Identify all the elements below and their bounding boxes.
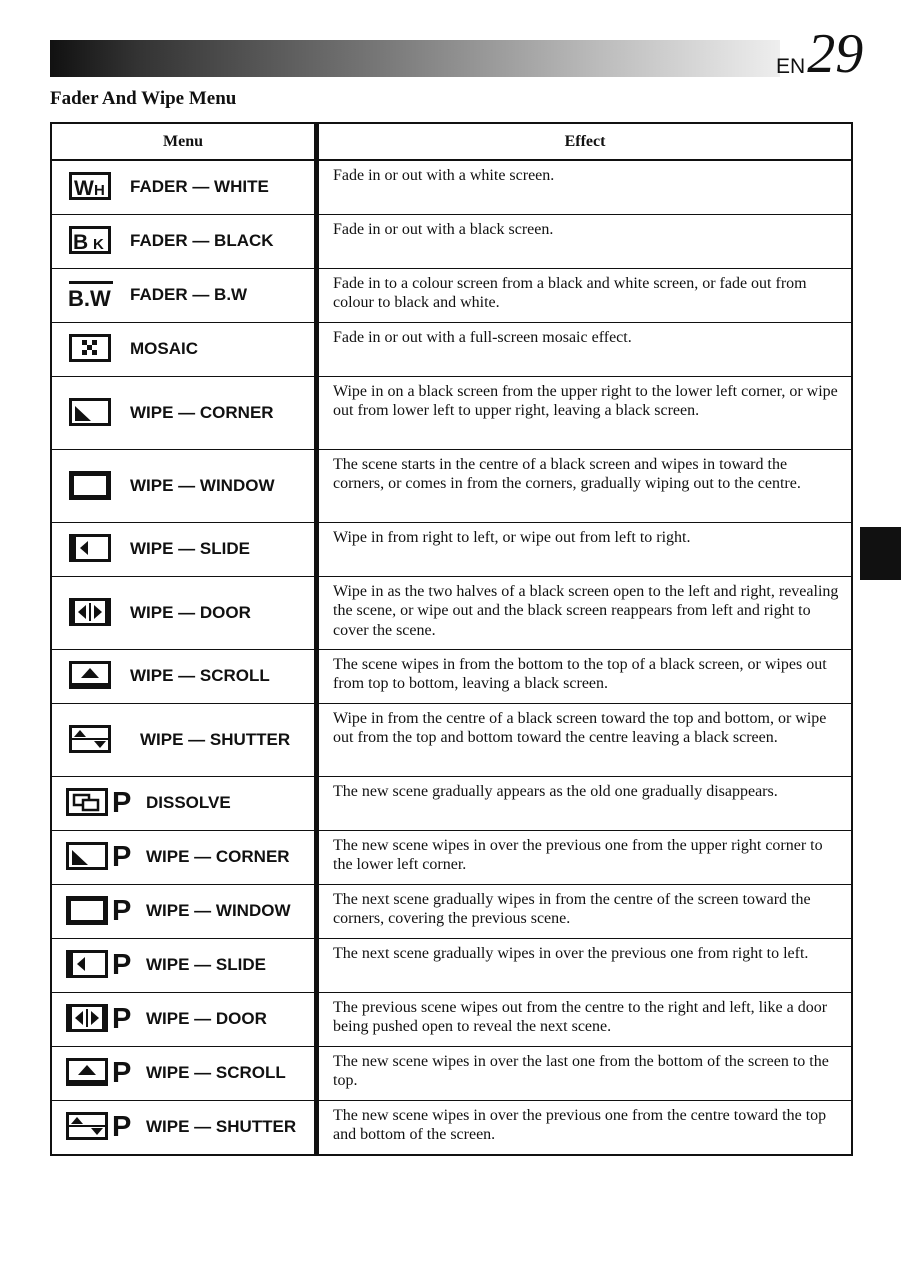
- door-icon: [62, 598, 120, 628]
- effect-description: The new scene wipes in over the previous one from the upper right corner to the lower left corner.: [333, 836, 823, 873]
- p-icon: P: [112, 1057, 132, 1089]
- menu-item: [52, 788, 314, 818]
- effect-cell: [317, 522, 853, 576]
- menu-cell: [51, 214, 317, 268]
- menu-cell: [51, 1046, 317, 1100]
- effect-description: The new scene wipes in over the previous one from the centre toward the top and bottom of the screen.: [333, 1106, 827, 1143]
- menu-item-label: WIPE — SCROLL: [130, 666, 270, 685]
- menu-item-label: WIPE — SCROLL: [146, 1063, 286, 1082]
- effect-cell: [317, 1046, 853, 1100]
- p-icon: P: [112, 787, 132, 819]
- effect-cell: [317, 160, 853, 214]
- menu-item: [52, 1004, 314, 1034]
- menu-item-label: WIPE — WINDOW: [130, 475, 275, 495]
- menu-item: [52, 950, 314, 980]
- menu-item: [52, 842, 314, 872]
- svg-text:K: K: [93, 236, 104, 253]
- table-row: [51, 1046, 852, 1100]
- menu-item-label: MOSAIC: [130, 339, 198, 358]
- table-row: [51, 649, 852, 703]
- scroll-icon: [66, 1058, 146, 1088]
- menu-item: [52, 598, 314, 628]
- menu-item-label: WIPE — WINDOW: [146, 901, 291, 920]
- wh-icon: [62, 172, 120, 202]
- effect-description: Fade in to a colour screen from a black and white screen, or fade out from colour to black and white.: [333, 274, 807, 311]
- window-icon: [66, 896, 146, 926]
- menu-cell: [51, 776, 317, 830]
- effect-description: The previous scene wipes out from the centre to the right and left, like a door being pushed open to reveal the next scene.: [333, 998, 828, 1035]
- effect-description: The next scene gradually wipes in from the centre of the screen toward the corners, covering the previous scene.: [333, 890, 811, 927]
- p-icon: P: [112, 949, 132, 981]
- menu-cell: [51, 449, 317, 522]
- effect-description: Wipe in as the two halves of a black screen open to the left and right, revealing the scene, or wipe out and the black screen reappears from left and right to cover the scene.: [333, 582, 839, 639]
- language-code: EN: [776, 55, 806, 78]
- effect-description: The scene wipes in from the bottom to the top of a black screen, or wipes out from top to bottom, leaving a black screen.: [333, 655, 827, 692]
- effect-cell: [317, 214, 853, 268]
- p-icon: P: [112, 1003, 132, 1035]
- svg-text:H: H: [94, 182, 105, 200]
- menu-cell: [51, 992, 317, 1046]
- menu-item: [52, 1112, 314, 1142]
- menu-cell: [51, 160, 317, 214]
- svg-text:W: W: [74, 177, 94, 201]
- p-icon: P: [112, 841, 132, 873]
- p-icon: P: [112, 1111, 132, 1144]
- effect-description: Wipe in on a black screen from the upper right to the lower left corner, or wipe out from lower left to upper right, leaving a black screen.: [333, 382, 838, 419]
- effect-cell: [317, 884, 853, 938]
- shutter-icon: [62, 725, 120, 755]
- table-row: [51, 992, 852, 1046]
- effect-column-header: Effect: [317, 123, 853, 160]
- mosaic-icon: [62, 334, 120, 364]
- menu-item: [52, 172, 314, 202]
- effect-description: Fade in or out with a full-screen mosaic effect.: [333, 328, 632, 346]
- effect-cell: [317, 992, 853, 1046]
- window-icon: [62, 471, 120, 501]
- effect-cell: [317, 703, 853, 776]
- menu-item-label: DISSOLVE: [146, 793, 231, 812]
- table-header-row: [51, 123, 852, 160]
- effect-cell: [317, 776, 853, 830]
- menu-item-label: WIPE — SLIDE: [146, 955, 266, 974]
- menu-cell: [51, 268, 317, 322]
- dissolve-icon: [66, 788, 146, 818]
- slide-icon: [66, 950, 146, 980]
- menu-item: [52, 471, 314, 501]
- table-row: [51, 268, 852, 322]
- table-row: [51, 214, 852, 268]
- menu-item: [52, 280, 314, 310]
- effect-cell: [317, 268, 853, 322]
- menu-item: [52, 398, 314, 428]
- menu-item-label: WIPE — CORNER: [146, 847, 290, 866]
- table-row: [51, 938, 852, 992]
- slide-icon: [62, 534, 120, 564]
- effect-description: Fade in or out with a black screen.: [333, 220, 554, 238]
- corner-icon: [62, 398, 120, 428]
- menu-cell: [51, 703, 317, 776]
- menu-item-label: WIPE — SHUTTER: [146, 1117, 297, 1137]
- menu-item: [52, 725, 314, 755]
- table-row: [51, 776, 852, 830]
- table-row: [51, 449, 852, 522]
- menu-item-label: FADER — WHITE: [130, 177, 269, 197]
- scroll-icon: [62, 661, 120, 691]
- table-row: [51, 376, 852, 449]
- effect-cell: [317, 830, 853, 884]
- table-row: [51, 830, 852, 884]
- menu-cell: [51, 1100, 317, 1155]
- effect-cell: [317, 322, 853, 376]
- effect-cell: [317, 376, 853, 449]
- corner-icon: [66, 842, 146, 872]
- menu-item: [52, 661, 314, 691]
- menu-cell: [51, 830, 317, 884]
- table-row: [51, 522, 852, 576]
- fader-wipe-table: [50, 122, 853, 1156]
- menu-item: [52, 226, 314, 256]
- menu-item-label: WIPE — DOOR: [130, 602, 251, 622]
- door-icon: [66, 1004, 146, 1034]
- menu-item-label: WIPE — SHUTTER: [140, 729, 291, 749]
- table-row: [51, 160, 852, 214]
- effect-description: The new scene wipes in over the last one from the bottom of the screen to the top.: [333, 1052, 829, 1089]
- menu-item: [52, 1058, 314, 1088]
- menu-item-label: WIPE — CORNER: [130, 402, 274, 422]
- menu-item-label: FADER — BLACK: [130, 231, 274, 250]
- bk-icon: [62, 226, 120, 256]
- effect-description: The scene starts in the centre of a black screen and wipes in toward the corners, or comes in from the corners, gradually wiping out to the centre.: [333, 455, 801, 492]
- effect-description: Fade in or out with a white screen.: [333, 167, 555, 184]
- menu-item: [52, 896, 314, 926]
- table-row: [51, 576, 852, 649]
- effect-description: The new scene gradually appears as the old one gradually disappears.: [333, 782, 778, 800]
- effect-cell: [317, 449, 853, 522]
- menu-column-header: Menu: [51, 123, 317, 160]
- svg-text:B.W: B.W: [68, 286, 111, 310]
- menu-cell: [51, 649, 317, 703]
- table-row: [51, 884, 852, 938]
- table-row: [51, 1100, 852, 1155]
- effect-cell: [317, 576, 853, 649]
- menu-cell: [51, 884, 317, 938]
- p-icon: P: [112, 895, 132, 927]
- menu-cell: [51, 376, 317, 449]
- page-number-value: 29: [807, 23, 864, 85]
- header-gradient-bar: [50, 40, 780, 77]
- menu-item: [52, 334, 314, 364]
- menu-item-label: FADER — B.W: [130, 285, 248, 304]
- effect-cell: [317, 649, 853, 703]
- menu-item: [52, 534, 314, 564]
- table-row: [51, 322, 852, 376]
- menu-cell: [51, 322, 317, 376]
- effect-description: Wipe in from right to left, or wipe out from left to right.: [333, 528, 691, 546]
- chapter-tab: [860, 527, 901, 580]
- section-title: Fader And Wipe Menu: [50, 88, 237, 109]
- menu-cell: [51, 576, 317, 649]
- effect-cell: [317, 938, 853, 992]
- menu-item-label: WIPE — SLIDE: [130, 539, 250, 558]
- menu-cell: [51, 522, 317, 576]
- effect-description: The next scene gradually wipes in over the previous one from right to left.: [333, 944, 809, 962]
- page-number: [776, 23, 864, 86]
- svg-text:B: B: [73, 231, 89, 254]
- shutter-icon: [66, 1112, 146, 1142]
- table-row: [51, 703, 852, 776]
- menu-item-label: WIPE — DOOR: [146, 1009, 267, 1028]
- effect-cell: [317, 1100, 853, 1155]
- menu-cell: [51, 938, 317, 992]
- effect-description: Wipe in from the centre of a black screen toward the top and bottom, or wipe out from the top and bottom toward the centre leaving a black screen.: [333, 709, 827, 746]
- bw-icon: [62, 280, 120, 310]
